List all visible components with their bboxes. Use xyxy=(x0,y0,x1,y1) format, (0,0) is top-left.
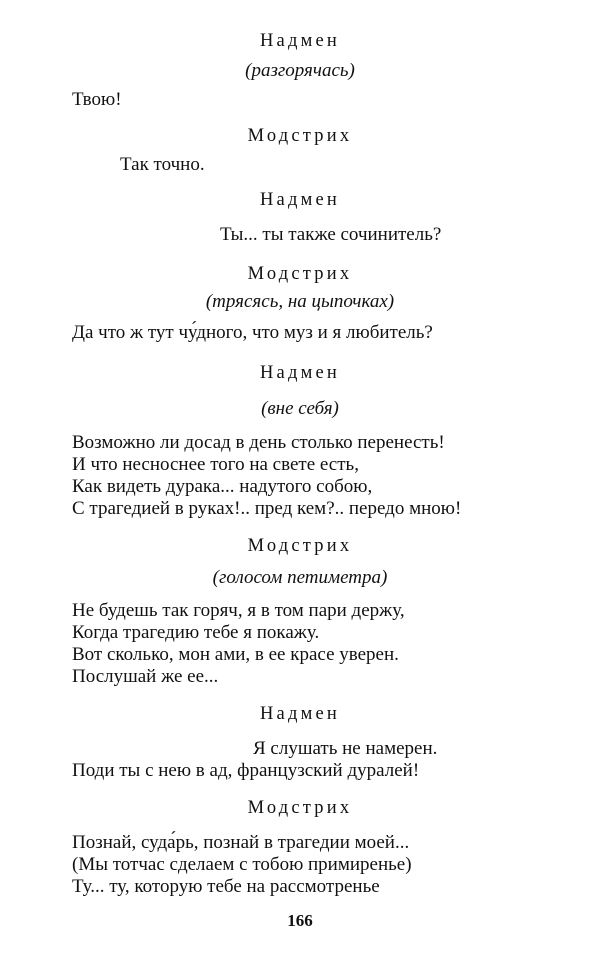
verse-line: Поди ты с нею в ад, французский дуралей! xyxy=(72,760,420,781)
verse-line: Познай, суда́рь, познай в трагедии моей... xyxy=(72,832,410,853)
verse-line: Вот сколько, мон ами, в ее красе уверен. xyxy=(72,644,399,665)
stage-direction: (разгорячась) xyxy=(245,60,355,81)
speaker-name: Модстрих xyxy=(247,536,353,556)
speaker-name: Надмен xyxy=(259,363,340,383)
verse-line: Не будешь так горяч, я в том пари держу, xyxy=(72,600,405,621)
verse-line: И что несноснее того на свете есть, xyxy=(72,454,359,475)
verse-line: Возможно ли досад в день столько перенесть! xyxy=(72,432,445,453)
verse-line: (Мы тотчас сделаем с тобою примиренье) xyxy=(72,854,412,875)
speaker-name: Надмен xyxy=(259,31,340,51)
speaker-name: Надмен xyxy=(259,704,340,724)
stage-direction: (трясясь, на цыпочках) xyxy=(205,291,395,312)
speaker-name: Модстрих xyxy=(247,126,353,146)
verse-line: Послушай же ее... xyxy=(72,666,219,687)
verse-line: Я слушать не намерен. xyxy=(253,738,438,759)
page-number: 166 xyxy=(287,911,313,930)
verse-line: Когда трагедию тебе я покажу. xyxy=(72,622,320,643)
verse-line: Да что ж тут чу́дного, что муз и я любитель? xyxy=(72,322,433,343)
stage-direction: (голосом петиметра) xyxy=(212,567,388,588)
verse-line: Ту... ту, которую тебе на рассмотренье xyxy=(72,876,380,897)
speaker-name: Модстрих xyxy=(247,264,353,284)
verse-line: Так точно. xyxy=(120,154,205,175)
verse-line: Как видеть дурака... надутого собою, xyxy=(72,476,373,497)
verse-line: С трагедией в руках!.. пред кем?.. передо мною! xyxy=(72,498,462,519)
stage-direction: (вне себя) xyxy=(261,398,339,419)
speaker-name: Модстрих xyxy=(247,798,353,818)
verse-line: Ты... ты также сочинитель? xyxy=(220,224,442,245)
verse-line: Твою! xyxy=(72,89,122,110)
speaker-name: Надмен xyxy=(259,190,340,210)
